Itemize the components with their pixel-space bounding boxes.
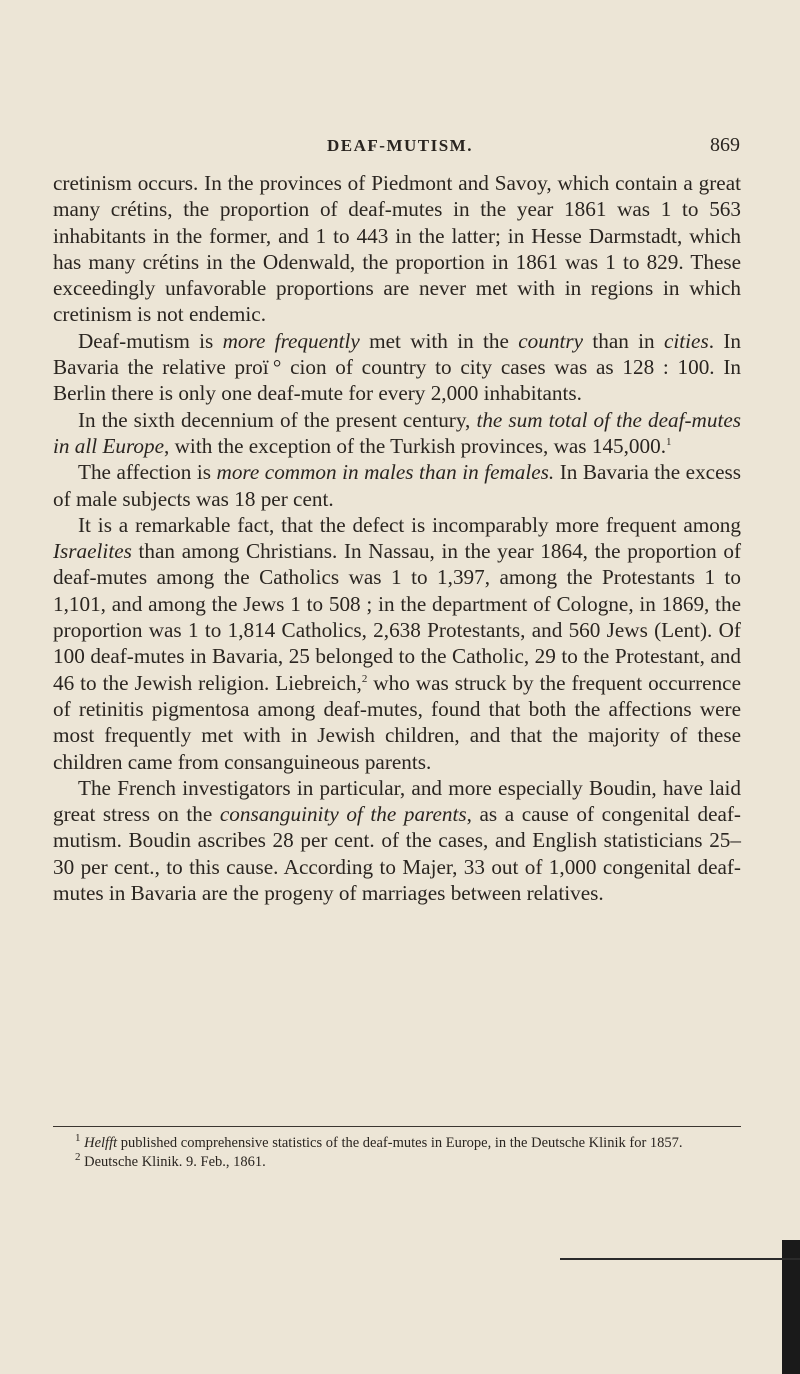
emphasis-text: more frequently <box>222 328 360 353</box>
paragraph-israelites <box>53 512 741 775</box>
text-run: , as a cause of congenital deaf-mutism. Boudin ascribes 28 per cent. of the cases, and English statisticians 25–30 per cent., to this cause. According to Majer, 33 out of 1,000 congenital deaf-mutes in Bavaria are the progeny of marriages between relatives. <box>53 802 741 906</box>
emphasis-text: the sum total of the deaf-mutes in all Europe <box>53 407 741 458</box>
page-number: 869 <box>710 134 740 156</box>
footnotes <box>53 1134 741 1171</box>
paragraph-sum-total-europe <box>53 407 741 460</box>
text-run: cretinism occurs. In the provinces of Piedmont and Savoy, which contain a great many crétins, the proportion of deaf-mutes in the year 1861 was 1 to 563 inhabitants in the former, and 1 to 443 in the latter; in Hesse Darmstadt, which has many crétins in the Odenwald, the proportion in 1861 was 1 to 829. These exceedingly unfavorable proportions are never met with in regions in which cretinism is not endemic. <box>53 171 741 327</box>
text-run: It is a remarkable fact, that the defect is incomparably more frequent among <box>78 512 741 537</box>
footnote-marker-2: 2 <box>361 672 368 685</box>
emphasis-text: Israelites <box>53 539 132 564</box>
text-run: The affection is <box>78 460 217 485</box>
footnote-divider <box>53 1126 741 1127</box>
scan-edge-line <box>560 1258 800 1260</box>
text-run: who was struck by the frequent occurrence of retinitis pigmentosa among deaf-mutes, found that both the affections were most frequently met with in Jewish children, and that the majority of these children came from consanguineous parents. <box>53 670 741 774</box>
paragraph-males-females <box>53 459 741 512</box>
emphasis-text: country <box>518 328 584 353</box>
paragraph-cretinism-regions <box>53 170 741 328</box>
text-run: In Bavaria the excess of male subjects was 18 per cent. <box>53 460 741 511</box>
running-title: DEAF-MUTISM. <box>327 136 473 155</box>
scan-edge-shadow <box>782 1240 800 1374</box>
body-text <box>53 170 741 906</box>
text-run: The French investigators in particular, and more especially Boudin, have laid great stress on the <box>53 775 741 827</box>
paragraph-country-vs-cities <box>53 328 741 407</box>
text-run: published comprehensive statistics of the deaf-mutes in Europe, in the Deutsche Klinik for 1857. <box>117 1135 683 1151</box>
text-run: Deutsche Klinik. 9. Feb., 1861. <box>84 1153 266 1170</box>
text-run: In the sixth decennium of the present century, <box>78 407 477 432</box>
text-run: than in <box>583 328 664 353</box>
footnote-1 <box>53 1134 741 1153</box>
paragraph-consanguinity <box>53 775 741 906</box>
footnote-marker-1: 1 <box>666 435 672 448</box>
emphasis-text: cities <box>663 328 709 353</box>
text-run: , with the exception of the Turkish provinces, was 145,000. <box>164 433 667 458</box>
text-run: . In Bavaria the relative proї ° cion of country to city cases was as 128 : 100. In Berlin there is only one deaf-mute for every 2,000 inhabitants. <box>53 328 741 406</box>
emphasis-text: Helfft <box>84 1135 118 1151</box>
footnote-2 <box>53 1150 741 1172</box>
emphasis-text: more common in males than in females. <box>216 460 555 485</box>
text-run: than among Christians. In Nassau, in the year 1864, the proportion of deaf-mutes among the Catholics was 1 to 1,397, among the Protestants 1 to 1,101, and among the Jews 1 to 508 ; in the department of Cologne, in 1869, the proportion was 1 to 1,814 Catholics, 2,638 Protestants, and 560 Jews (Lent). Of 100 deaf-mutes in Bavaria, 25 belonged to the Catholic, 29 to the Protestant, and 46 to the Jewish religion. Liebreich, <box>53 539 741 695</box>
text-run: met with in the <box>359 328 519 353</box>
footnote-number: 2 <box>75 1150 81 1163</box>
running-header <box>60 134 740 160</box>
text-run: Deaf-mutism is <box>78 328 223 353</box>
emphasis-text: consanguinity of the parents <box>219 802 467 827</box>
footnote-number: 1 <box>75 1132 81 1145</box>
